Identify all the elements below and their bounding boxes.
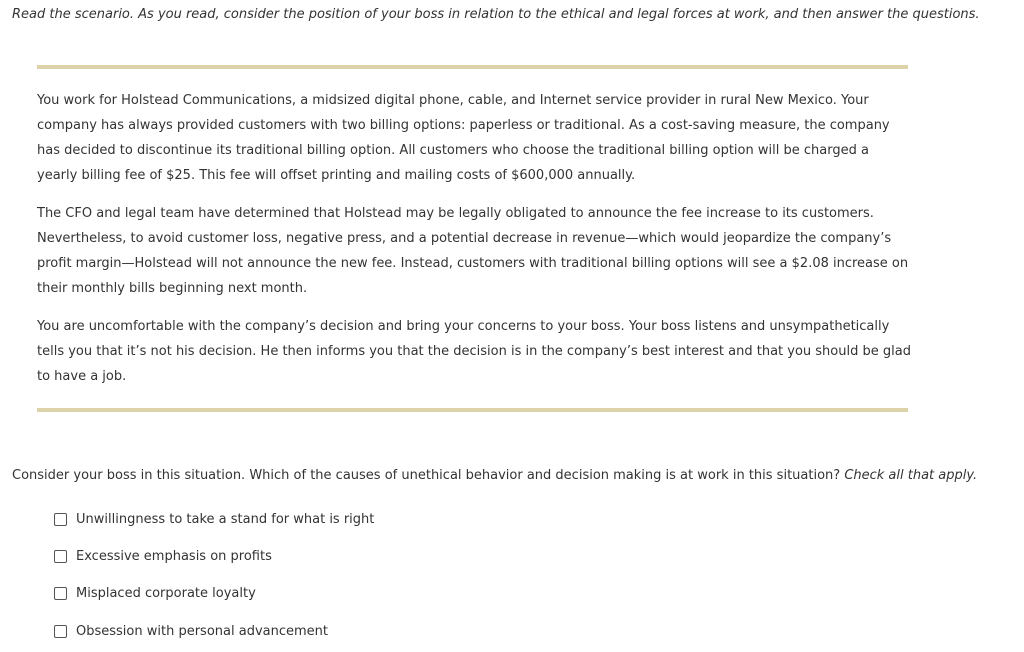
scenario-bottom-rule <box>37 408 908 412</box>
checkbox-excessive-profits[interactable] <box>54 550 67 563</box>
option-label: Excessive emphasis on profits <box>76 548 272 564</box>
scenario-paragraph-1: You work for Holstead Communications, a midsized digital phone, cable, and Internet service provider in rural New Mexico. Your company has always provided customers with two billing options: paperless or traditional. As a cost-saving measure, the company has decided to discontinue its traditional billing option. All customers who choose the traditional billing option will be charged a yearly billing fee of $25. This fee will offset printing and mailing costs of $600,000 annually. <box>37 93 890 183</box>
option-misplaced-loyalty[interactable] <box>54 583 256 603</box>
checkbox-personal-advancement[interactable] <box>54 625 67 638</box>
scenario-paragraph-3: You are uncomfortable with the company’s decision and bring your concerns to your boss. Your boss listens and unsympathetically tells you that it’s not his decision. He then informs you that the decision is in the company’s best interest and that you should be glad to have a job. <box>37 319 911 384</box>
instructions-text: Read the scenario. As you read, consider the position of your boss in relation to the ethical and legal forces at work, and then answer the questions. <box>12 7 980 22</box>
question-prompt <box>12 466 1017 486</box>
option-label: Obsession with personal advancement <box>76 623 328 639</box>
scenario-paragraph-2: The CFO and legal team have determined that Holstead may be legally obligated to announce the fee increase to its customers. Nevertheless, to avoid customer loss, negative press, and a potential decrease in revenue—which would jeopardize the company’s profit margin—Holstead will not announce the new fee. Instead, customers with traditional billing options will see a $2.08 increase on their monthly bills beginning next month. <box>37 206 909 296</box>
question-emphasis: Check all that apply. <box>844 468 978 483</box>
option-excessive-profits[interactable] <box>54 546 272 566</box>
checkbox-unwillingness[interactable] <box>54 513 67 526</box>
checkbox-misplaced-loyalty[interactable] <box>54 587 67 600</box>
option-personal-advancement[interactable] <box>54 621 328 641</box>
option-unwillingness[interactable] <box>54 509 374 529</box>
scenario-box <box>37 65 911 413</box>
option-label: Misplaced corporate loyalty <box>76 585 256 601</box>
scenario-top-rule <box>37 65 908 69</box>
option-label: Unwillingness to take a stand for what is right <box>76 511 375 527</box>
question-text: Consider your boss in this situation. Which of the causes of unethical behavior and decision making is at work in this situation? <box>12 468 845 483</box>
